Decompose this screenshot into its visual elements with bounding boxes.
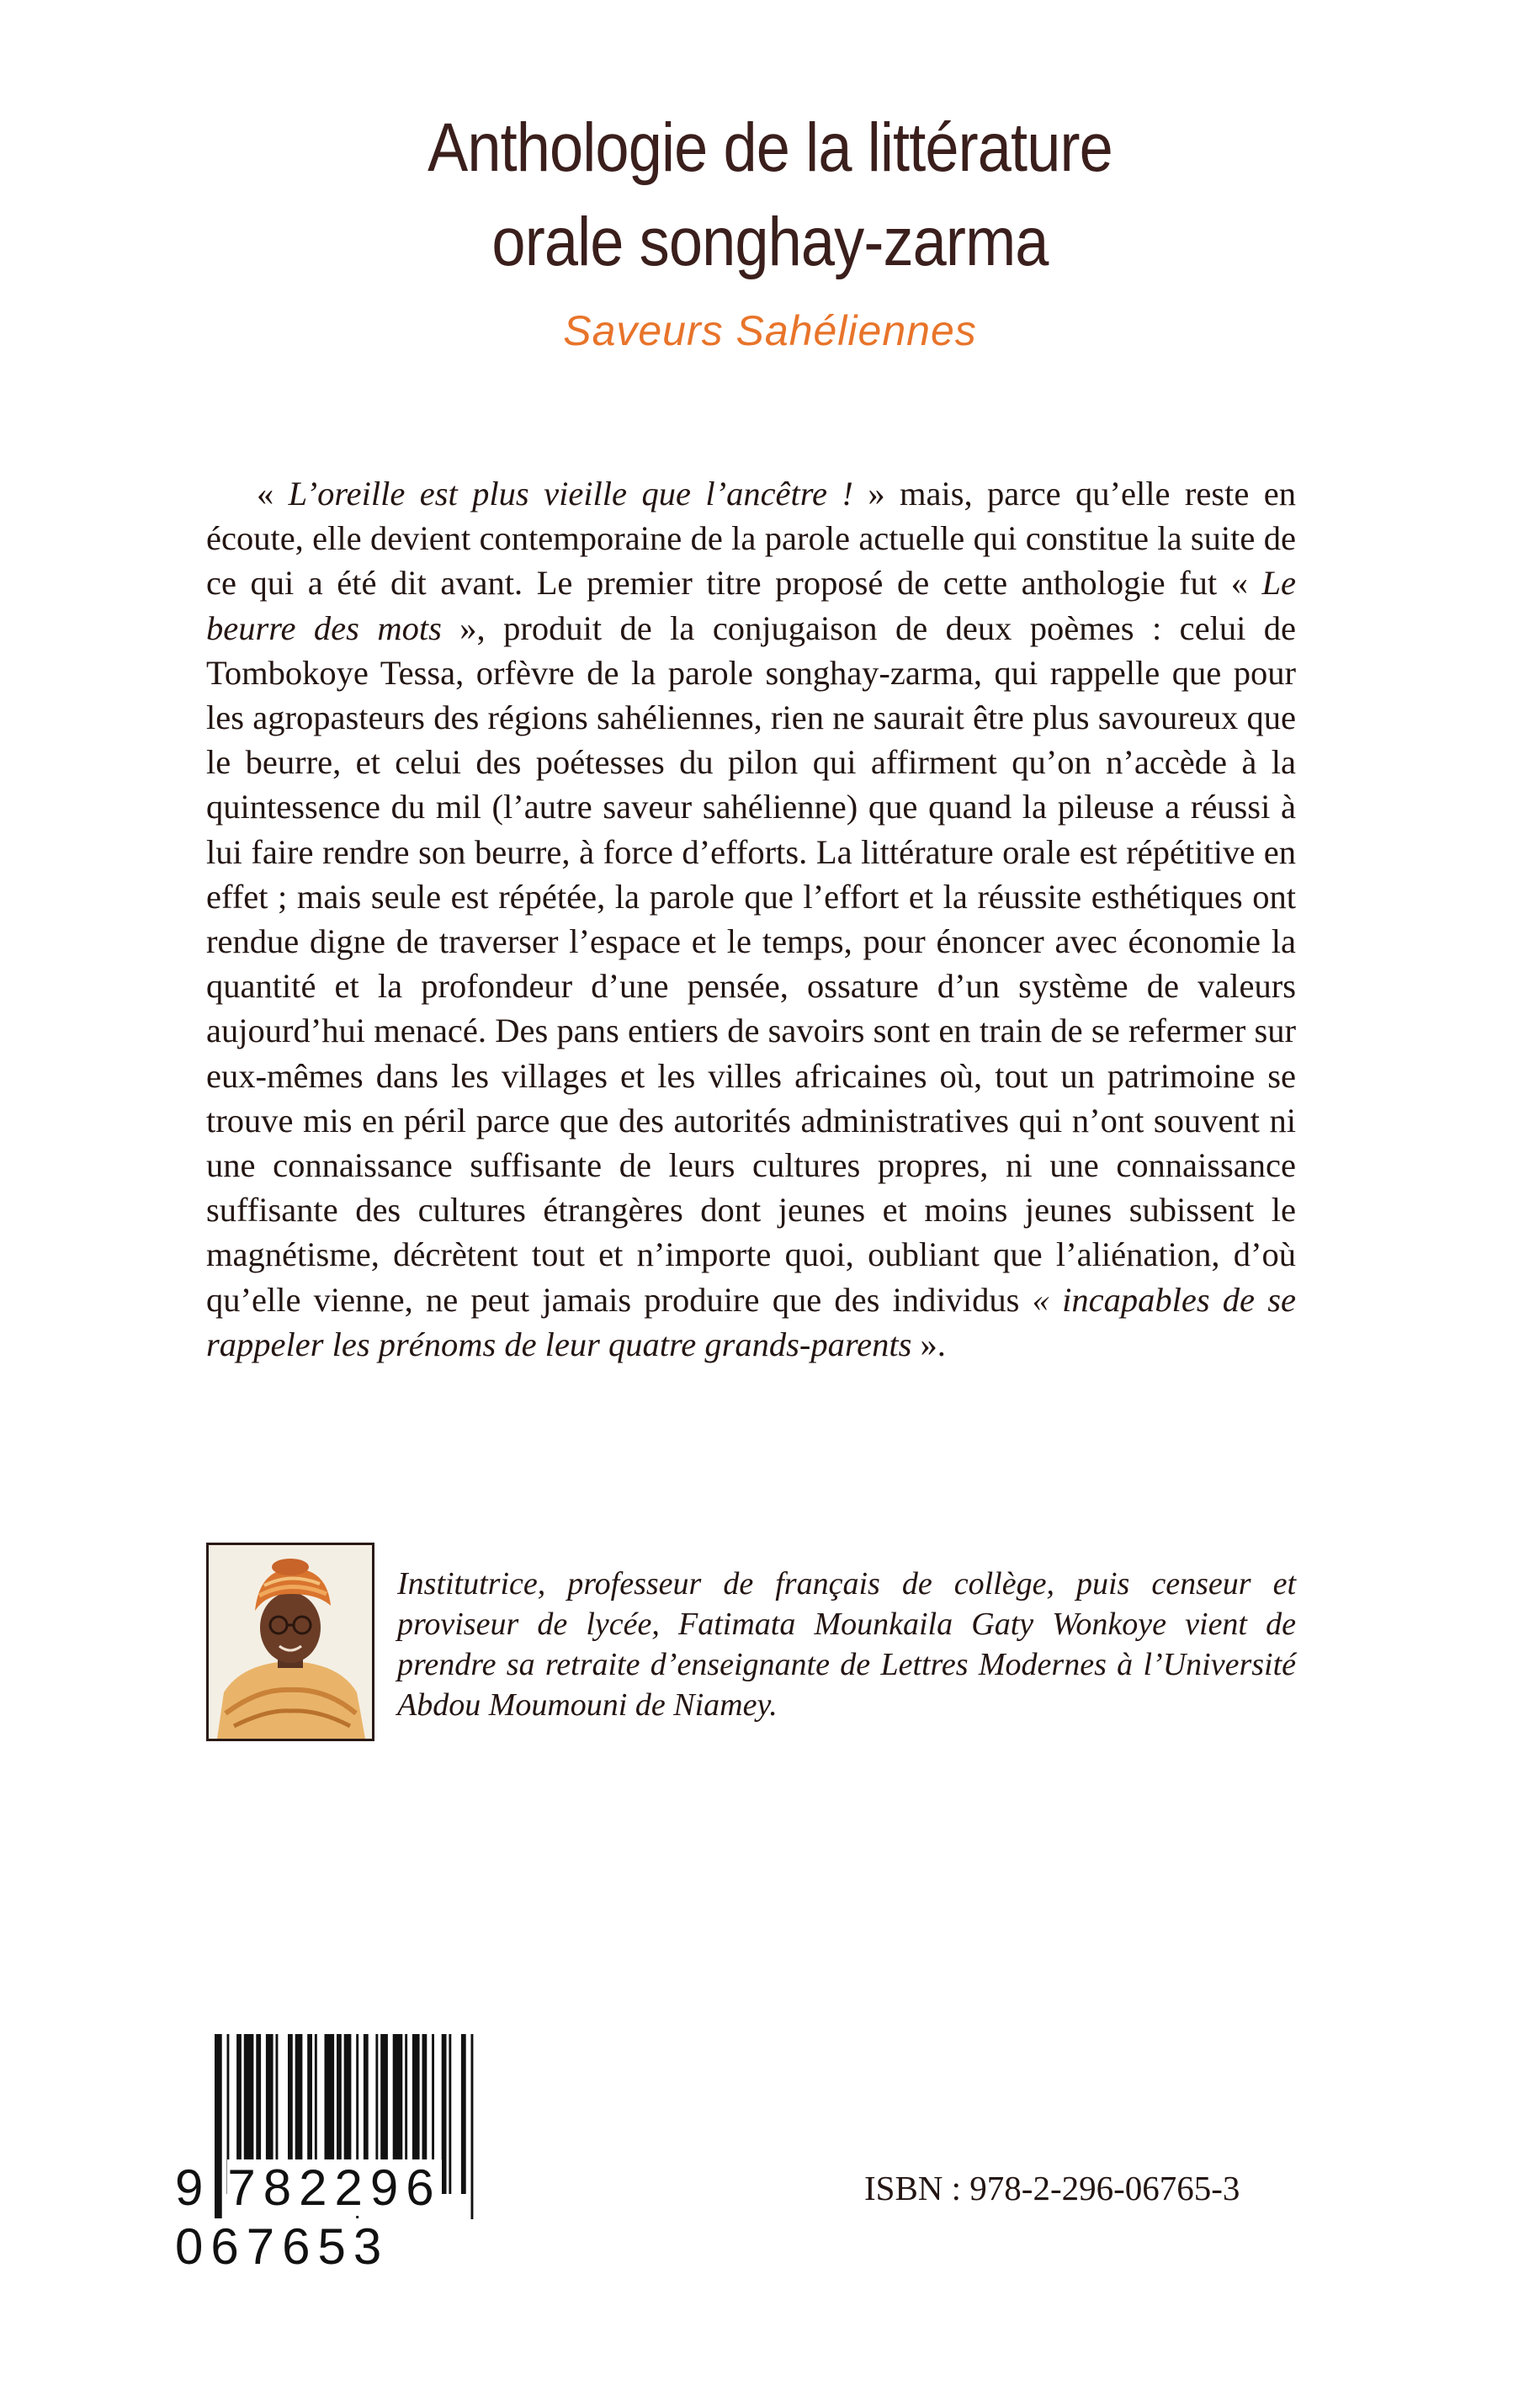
isbn-label: ISBN : 978-2-296-06765-3 xyxy=(864,2169,1240,2207)
title-block xyxy=(0,101,1540,360)
book-subtitle: Saveurs Sahéliennes xyxy=(563,307,977,354)
book-title-line-2: orale songhay-zarma xyxy=(491,204,1049,280)
barcode-digits-left: 782296 xyxy=(227,2159,442,2216)
blurb-quote-proverb: L’oreille est plus vieille que l’ancêtre ! xyxy=(288,475,853,513)
barcode-digits-right: 067653 xyxy=(175,2218,390,2275)
blurb-segment: » mais, parce qu’elle reste en écoute, elle devient contemporaine de la parole actuelle qui constitue la suite de ce qui a été dit avant. Le premier titre proposé de cette anthologie fut « xyxy=(206,475,1296,603)
blurb-paragraph xyxy=(206,471,1296,1367)
author-portrait-image xyxy=(209,1545,372,1739)
barcode-digits xyxy=(175,2159,646,2276)
barcode-digit-first: 9 xyxy=(175,2159,211,2216)
blurb-segment: », produit de la conjugaison de deux poèmes : celui de Tombokoye Tessa, orfèvre de la parole songhay-zarma, qui rappelle que pour les agropasteurs des régions sahéliennes, rien ne saurait être plus savoureux que le beurre, et celui des poétesses du pilon qui affirment qu’on n’accède à la quintessence du mil (l’autre saveur sahélienne) que quand la pileuse a réussi à lui faire rendre son beurre, à force d’efforts. La littérature orale est répétitive en effet ; mais seule est répétée, la parole que l’effort et la réussite esthétiques ont rendue digne de traverser l’espace et le temps, pour énoncer avec économie la quantité et la profondeur d’une pensée, ossature d’un système de valeurs aujourd’hui menacé. Des pans entiers de savoirs sont en train de se refermer sur eux-mêmes dans les villages et les villes africaines où, tout un patrimoine se trouve mis en péril parce que des autorités administratives qui n’ont souvent ni une connaissance suffisante de leurs cultures propres, ni une connaissance suffisante des cultures étrangères dont jeunes et moins jeunes subissent le magnétisme, décrètent tout et n’importe quoi, oubliant que l’aliénation, d’où qu’elle vienne, ne peut jamais produire que des individus xyxy=(206,608,1297,1319)
author-bio: Institutrice, professeur de français de collège, puis censeur et proviseur de lycée, Fatimata Mounkaila Gaty Wonkoye vient de prendre sa retraite d’enseignante de Lettres Modernes à l’Université Abdou Moumouni de Niamey. xyxy=(397,1566,1296,1723)
blurb-segment: ». xyxy=(911,1325,946,1363)
blurb-quote-closing: « incapables de se rappeler les prénoms de leur quatre grands-parents xyxy=(206,1280,1296,1363)
blurb-text xyxy=(206,471,1296,1367)
author-photo xyxy=(206,1543,374,1741)
blurb-quote-title: Le beurre des mots xyxy=(206,564,1296,647)
book-title-line-1: Anthologie de la littérature xyxy=(427,109,1113,186)
blurb-segment: « xyxy=(257,475,289,513)
